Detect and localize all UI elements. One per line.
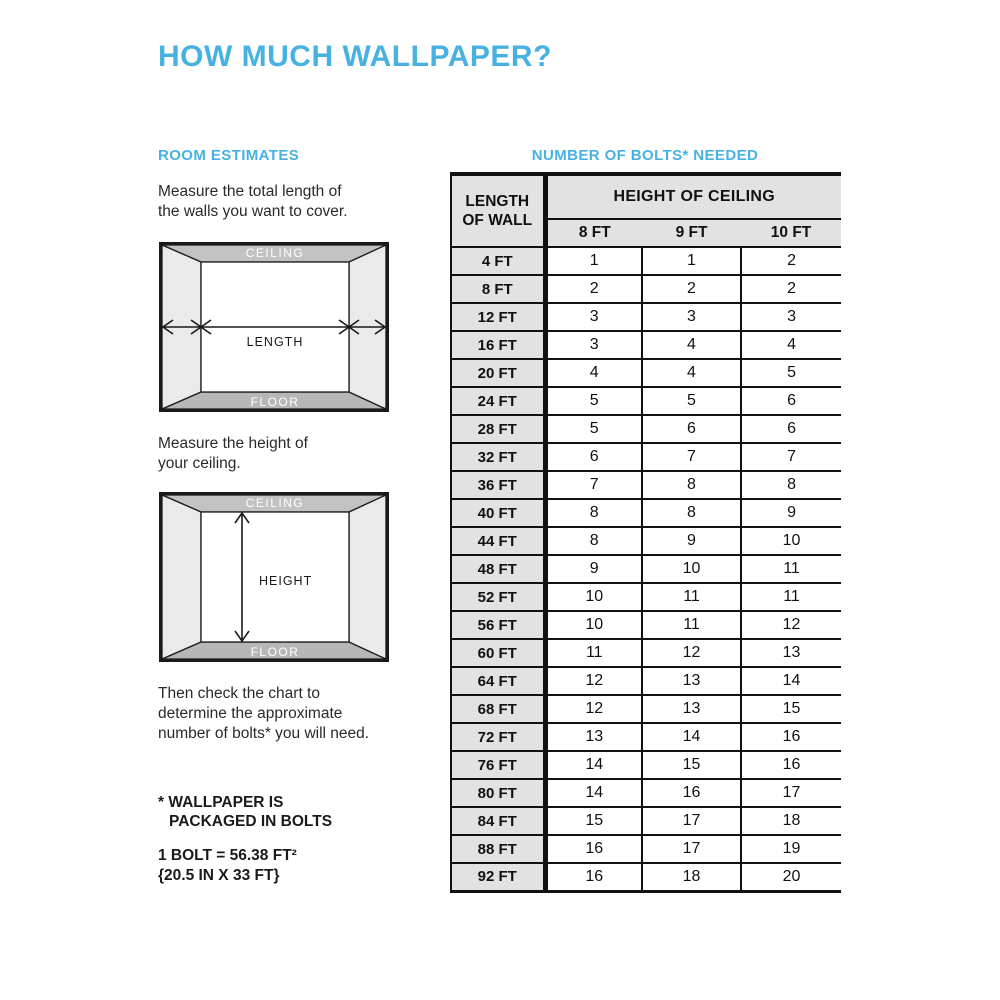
table-row [451,471,841,499]
step3-line1: Then check the chart to [158,685,320,702]
bolts-10ft-cell: 10 [741,527,841,555]
bolts-9ft-cell: 6 [642,415,741,443]
bolt-size-line2: {20.5 IN X 33 FT} [158,867,280,884]
room-length-diagram-svg [159,242,389,412]
bolts-9ft-cell: 15 [642,751,741,779]
room-length-diagram [159,242,389,412]
table-row [451,359,841,387]
wall-length-cell: 8 FT [451,275,545,303]
bolts-9ft-cell: 17 [642,807,741,835]
ceiling-10ft-header: 10 FT [741,219,841,247]
table-row [451,751,841,779]
bolts-8ft-cell: 6 [545,443,642,471]
wall-length-cell: 32 FT [451,443,545,471]
bolts-9ft-cell: 8 [642,499,741,527]
wall-length-cell: 44 FT [451,527,545,555]
bolts-10ft-cell: 9 [741,499,841,527]
wall-length-cell: 76 FT [451,751,545,779]
table-row [451,415,841,443]
bolts-9ft-cell: 11 [642,583,741,611]
bolts-10ft-cell: 4 [741,331,841,359]
bolts-10ft-cell: 17 [741,779,841,807]
bolts-8ft-cell: 15 [545,807,642,835]
bolts-10ft-cell: 3 [741,303,841,331]
wall-length-cell: 12 FT [451,303,545,331]
bolts-10ft-cell: 2 [741,247,841,275]
length-dimension-label: LENGTH [246,335,304,349]
wall-length-cell: 52 FT [451,583,545,611]
bolts-9ft-cell: 10 [642,555,741,583]
ceiling-9ft-header: 9 FT [642,219,741,247]
bolts-10ft-cell: 16 [741,723,841,751]
bolts-10ft-cell: 11 [741,555,841,583]
bolts-8ft-cell: 2 [545,275,642,303]
wall-length-cell: 48 FT [451,555,545,583]
step3-instructions [158,684,369,744]
ceiling-label: CEILING [245,496,305,510]
table-row [451,247,841,275]
ceiling-label: CEILING [245,246,305,260]
bolts-9ft-cell: 13 [642,667,741,695]
bolt-size-info [158,846,297,886]
bolts-10ft-cell: 6 [741,387,841,415]
footnote-line2: PACKAGED IN BOLTS [169,813,333,830]
bolts-10ft-cell: 7 [741,443,841,471]
floor-label: FLOOR [250,395,300,409]
step2-line1: Measure the height of [158,435,308,452]
wall-length-cell: 72 FT [451,723,545,751]
bolts-9ft-cell: 18 [642,863,741,891]
bolts-9ft-cell: 17 [642,835,741,863]
wall-length-cell: 60 FT [451,639,545,667]
table-row [451,275,841,303]
step1-instructions [158,182,348,222]
bolts-9ft-cell: 5 [642,387,741,415]
bolts-needed-heading: NUMBER OF BOLTS* NEEDED [531,147,759,164]
wall-length-cell: 20 FT [451,359,545,387]
wall-length-cell: 40 FT [451,499,545,527]
table-row [451,443,841,471]
wall-length-header-line1: LENGTH [465,193,530,210]
bolts-8ft-cell: 3 [545,331,642,359]
bolts-8ft-cell: 16 [545,835,642,863]
bolts-10ft-cell: 8 [741,471,841,499]
wall-length-cell: 56 FT [451,611,545,639]
table-row [451,723,841,751]
bolts-9ft-cell: 16 [642,779,741,807]
table-row [451,835,841,863]
bolts-9ft-cell: 3 [642,303,741,331]
table-row [451,499,841,527]
wall-length-cell: 28 FT [451,415,545,443]
floor-label: FLOOR [250,645,300,659]
bolts-10ft-cell: 5 [741,359,841,387]
bolts-10ft-cell: 6 [741,415,841,443]
height-dimension-label: HEIGHT [259,574,313,588]
bolts-table-header [451,174,841,247]
bolts-8ft-cell: 14 [545,751,642,779]
table-row [451,667,841,695]
wall-length-cell: 4 FT [451,247,545,275]
table-row [451,863,841,891]
bolts-9ft-cell: 1 [642,247,741,275]
wall-length-cell: 88 FT [451,835,545,863]
bolts-10ft-cell: 12 [741,611,841,639]
bolts-10ft-cell: 14 [741,667,841,695]
table-row [451,527,841,555]
wall-length-cell: 24 FT [451,387,545,415]
wallpaper-bolts-footnote [158,793,332,831]
room-estimates-heading: ROOM ESTIMATES [158,147,300,164]
table-row [451,695,841,723]
bolts-9ft-cell: 11 [642,611,741,639]
bolts-8ft-cell: 14 [545,779,642,807]
bolts-8ft-cell: 11 [545,639,642,667]
wall-length-cell: 80 FT [451,779,545,807]
wall-length-cell: 92 FT [451,863,545,891]
step2-line2: your ceiling. [158,455,241,472]
wall-length-cell: 68 FT [451,695,545,723]
bolts-8ft-cell: 12 [545,667,642,695]
bolts-8ft-cell: 10 [545,611,642,639]
bolts-9ft-cell: 13 [642,695,741,723]
bolts-10ft-cell: 20 [741,863,841,891]
table-row [451,303,841,331]
step1-line1: Measure the total length of [158,183,342,200]
footnote-line1: * WALLPAPER IS [158,794,284,811]
bolts-10ft-cell: 15 [741,695,841,723]
bolts-8ft-cell: 7 [545,471,642,499]
room-height-diagram [159,492,389,662]
step2-instructions [158,434,308,474]
wall-length-column-header [451,174,545,247]
bolts-8ft-cell: 9 [545,555,642,583]
table-row [451,331,841,359]
bolts-9ft-cell: 12 [642,639,741,667]
ceiling-height-group-header: HEIGHT OF CEILING [545,174,841,219]
bolts-table [450,172,841,893]
page-title: HOW MUCH WALLPAPER? [158,40,552,73]
table-row [451,807,841,835]
table-row [451,779,841,807]
bolts-9ft-cell: 4 [642,331,741,359]
bolts-8ft-cell: 1 [545,247,642,275]
ceiling-8ft-header: 8 FT [545,219,642,247]
left-wall-surface [162,495,201,659]
table-row [451,639,841,667]
right-wall-surface [349,495,386,659]
bolts-9ft-cell: 14 [642,723,741,751]
bolts-9ft-cell: 8 [642,471,741,499]
step1-line2: the walls you want to cover. [158,203,348,220]
bolts-10ft-cell: 19 [741,835,841,863]
bolts-10ft-cell: 16 [741,751,841,779]
bolts-8ft-cell: 4 [545,359,642,387]
bolts-10ft-cell: 11 [741,583,841,611]
bolts-9ft-cell: 9 [642,527,741,555]
bolts-10ft-cell: 13 [741,639,841,667]
bolts-8ft-cell: 5 [545,387,642,415]
bolts-8ft-cell: 13 [545,723,642,751]
wall-length-cell: 36 FT [451,471,545,499]
bolts-8ft-cell: 10 [545,583,642,611]
bolts-9ft-cell: 4 [642,359,741,387]
bolts-10ft-cell: 2 [741,275,841,303]
table-row [451,387,841,415]
table-row [451,583,841,611]
step3-line3: number of bolts* you will need. [158,725,370,742]
wall-length-cell: 64 FT [451,667,545,695]
wall-length-cell: 16 FT [451,331,545,359]
wall-length-cell: 84 FT [451,807,545,835]
step3-line2: determine the approximate [158,705,343,722]
bolts-8ft-cell: 5 [545,415,642,443]
bolts-8ft-cell: 16 [545,863,642,891]
table-row [451,611,841,639]
table-row [451,555,841,583]
bolts-table-container [450,172,840,893]
room-height-diagram-svg [159,492,389,662]
bolt-size-line1: 1 BOLT = 56.38 FT² [158,847,297,864]
bolts-8ft-cell: 8 [545,527,642,555]
bolts-8ft-cell: 12 [545,695,642,723]
bolts-8ft-cell: 8 [545,499,642,527]
bolts-9ft-cell: 2 [642,275,741,303]
bolts-table-body [451,247,841,891]
wall-length-header-line2: OF WALL [462,212,533,229]
bolts-8ft-cell: 3 [545,303,642,331]
bolts-9ft-cell: 7 [642,443,741,471]
bolts-10ft-cell: 18 [741,807,841,835]
